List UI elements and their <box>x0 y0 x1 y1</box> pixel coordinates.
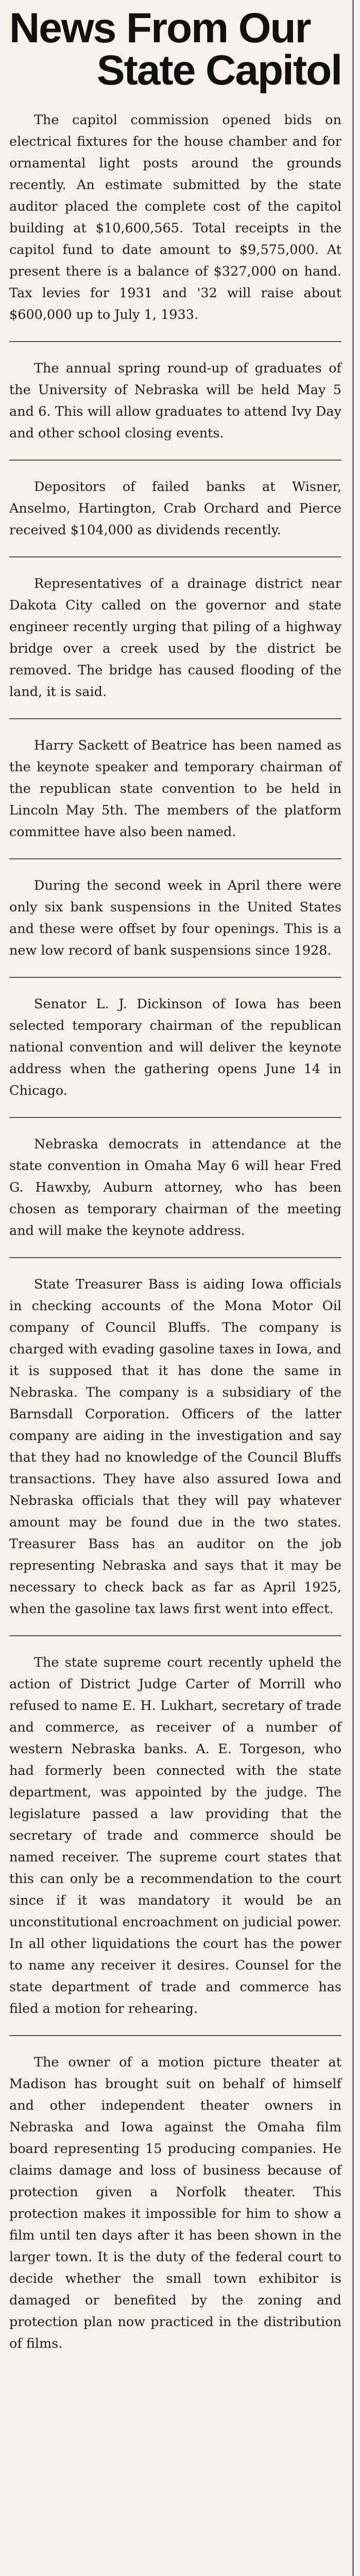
news-item-supreme-court: The state supreme court recently upheld the action of District Judge Carter of Morrill who refused to name E. H. Lukhart, secretary of trade and commerce, as receiver of a number of western Nebraska banks. A. E. Torgeson, who had formerly been connected with the state department, was appointed by the judge. The legislature passed a law providing that the secretary of trade and commerce should be named receiver. The supreme court states that this can only be a recommendation to the court since if it was mandatory it would be an unconstitutional encroachment on judicial power. In all other liquidations the court has the power to name any receiver it desires. Counsel for the state department of trade and commerce has filed a motion for rehearing. <box>9 1655 341 2016</box>
news-item-motion-picture: The owner of a motion picture theater at Madison has brought suit on behalf of himself and other independent theater owners in Nebraska and Iowa against the Omaha film board representing 15 producing companies. He claims damage and loss of business because of protection given a Norfolk theater. This protection makes it impossible for him to show a film until ten days after it has been shown in the larger town. It is the duty of the federal court to decide whether the small town exhibitor is damaged or benefited by the zoning and protection plan now practiced in the distribution of films. <box>9 2055 341 2351</box>
item-separator <box>9 718 341 719</box>
item-separator <box>9 858 341 859</box>
item-separator <box>9 1257 341 1258</box>
item-separator <box>9 977 341 978</box>
item-separator <box>9 2035 341 2036</box>
news-item-university-roundup: The annual spring round-up of graduates of the University of Nebraska will be held May 5 and 6. This will allow graduates to attend Ivy Day and other school closing events. <box>9 361 341 441</box>
column-rule <box>352 0 354 2576</box>
news-item-gasoline-taxes: State Treasurer Bass is aiding Iowa officials in checking accounts of the Mona Motor Oil company of Council Bluffs. The company is charged with evading gasoline taxes in Iowa, and it is supposed that it has done the same in Nebraska. The company is a subsidiary of the Barnsdall Corporation. Officers of the latter company are aiding in the investigation and say that they had no knowledge of the Council Bluffs transactions. They have also assured Iowa and Nebraska officials that they will pay whatever amount may be found due in the two states. Treasurer Bass has an auditor on the job representing Nebraska and says that it may be necessary to check back as far as April 1925, when the gasoline tax laws first went into effect. <box>9 1277 341 1617</box>
item-separator <box>9 1117 341 1118</box>
headline <box>9 7 341 92</box>
news-item-capitol-commission: The capitol commission opened bids on electrical fixtures for the house chamber and for ornamental light posts around the grounds recently. An estimate submitted by the state auditor placed the complete cost of the capitol building at $10,600,565. Total receipts in the capitol fund to date amount to $9,575,000. At present there is a balance of $327,000 on hand. Tax levies for 1931 and '32 will raise about $600,000 up to July 1, 1933. <box>9 112 341 323</box>
news-item-bank-dividends: Depositors of failed banks at Wisner, Anselmo, Hartington, Crab Orchard and Pierce received $104,000 as dividends recently. <box>9 479 341 538</box>
item-separator <box>9 556 341 557</box>
item-separator <box>9 460 341 461</box>
news-item-drainage-district: Representatives of a drainage district near Dakota City called on the governor and state engineer recently urging that piling of a highway bridge over a creek used by the district be removed. The bridge has caused flooding of the land, it is said. <box>9 576 341 700</box>
item-separator <box>9 341 341 342</box>
news-item-democrats-convention: Nebraska democrats in attendance at the state convention in Omaha May 6 will hear Fred G. Hawxby, Auburn attorney, who has been chosen as temporary chairman of the meeting and will make the keynote address. <box>9 1137 341 1239</box>
headline-line-1: News From Our <box>9 5 311 52</box>
news-item-senator-dickinson: Senator L. J. Dickinson of Iowa has been selected temporary chairman of the republican national convention and will deliver the keynote address when the gathering opens June 14 in Chicago. <box>9 996 341 1098</box>
news-item-keynote-speaker: Harry Sackett of Beatrice has been named as the keynote speaker and temporary chairman of the republican state convention to be held in Lincoln May 5th. The members of the platform committee have also been named. <box>9 738 341 840</box>
headline-line-2: State Capitol <box>96 47 341 94</box>
news-item-bank-suspensions: During the second week in April there were only six bank suspensions in the United States and these were offset by four openings. This is a new low record of bank suspensions since 1928. <box>9 878 341 958</box>
item-separator <box>9 1635 341 1636</box>
